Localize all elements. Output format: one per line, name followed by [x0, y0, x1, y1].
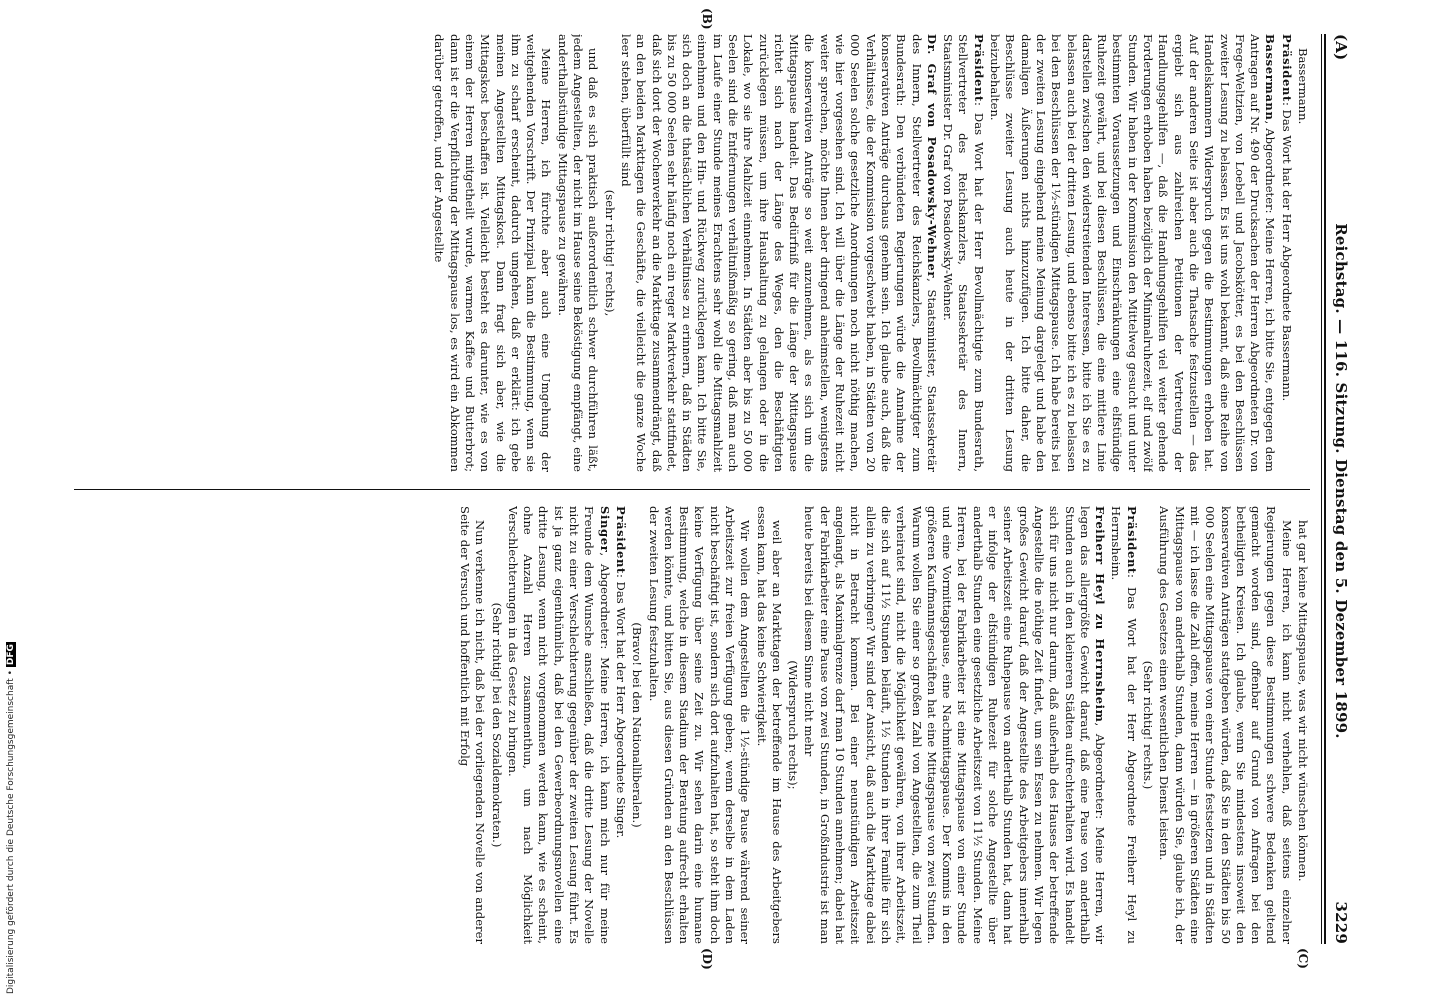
- left-column: [74, 34, 1310, 472]
- paragraph: Dr. Graf von Posadowsky-Wehner, Staatsminister, Staatssekretär des Innern, Stellvertreter des Reichskanzlers, Bevollmächtigter zum Bundesrath: Den verbündeten Regierungen würde die Annahme der konservativen Anträge durchaus genehm sein. Ich glaube auch, daß die Verhältnisse, die der Kommission vorgeschwebt haben, in Städten von 20 000 Seelen solche gesetzliche Anordnungen noch nicht nöthig machen, wie hier vorgesehen sind. Ich will über die Länge der Ruhezeit nicht weiter sprechen, möchte Ihnen aber dringend anheimstellen, wenigstens die konservativen Anträge so weit anzunehmen, als es sich um die Mittagspause handelt. Das Bedürfniß für die Länge der Mittagspause richtet sich nach der Länge des Weges, den die Beschäftigten zurücklegen müssen, um ihre Haushaltung zu gelangen oder in die Lokale, wo sie ihre Mahlzeit einnehmen. In Städten aber bis zu 50 000 Seelen sind die Entfernungen verhältnißmäßig so gering, daß man auch im Laufe einer Stunde meines Erachtens sehr wohl die Mittagsmahlzeit einnehmen und den Hin- und Rückweg zurücklegen kann. Ich bitte Sie, sich doch an die thatsächlichen Verhältnisse zu erinnern, daß in Städten bis zu 50 000 Seelen sehr häufig noch ein reger Marktverkehr stattfindet, daß sich dort der Wochenverkehr an die Markttage zusammendrängt, daß an den beiden Markttagen die Geschäfte, die vielleicht die ganze Woche leer stehen, überfüllt sind: [618, 34, 939, 472]
- paragraph: Meine Herren, ich fürchte aber auch eine Umgehung der weitgehenden Vorschrift. Der Prinzipal kann die Bestimmung, wenn sie ihm zu scharf erscheint, dadurch umgehen, daß er erklärt: ich gebe meinen Angestellten Mittagskost. Dann fragt sich aber, wie die Mittagskost beschaffen ist. Vielleicht besteht es darunter, wie es von einem der Herren mitgetheilt wurde, warmen Kaffee und Butterbrot; dann ist er die Verpflichtung der Mittagspause los, es wird ein Abkommen darüber getroffen, und der Angestellte: [432, 34, 554, 472]
- speaker-name: Dr. Graf von Posadowsky-Wehner: [924, 34, 939, 279]
- page-number: 3229: [1332, 901, 1350, 944]
- margin-marker-c: (C): [1296, 948, 1310, 969]
- speaker-name: Präsident: [1124, 506, 1139, 574]
- column-divider: [74, 489, 1310, 490]
- paragraph: Präsident: Das Wort hat der Herr Abgeordnete Freiherr Heyl zu Herrnsheim.: [1109, 506, 1139, 944]
- page-header: [1328, 34, 1354, 944]
- paragraph: Bassermann, Abgeordneter: Meine Herren, ich bitte Sie, entgegen dem Antragen auf Nr. 490 der Drucksachen der Herren Abgeordneten Dr. von Frege-Weltzien, von Loebell und Jacobskötter, es bei den Beschlüssen zweiter Lesung zu belassen. Es ist uns wohl bekannt, daß eine Reihe von Handelskammern Widerspruch gegen die Bestimmungen erhoben hat. Auf der anderen Seite ist aber auch die Thatsache festzustellen — das ergiebt sich aus zahlreichen Petitionen der Vertretung der Handlungsgehilfen —, daß die Handlungsgehilfen viel weiter gehende Forderungen erhoben haben bezüglich der Minimalruhezeit, elf und zwölf Stunden. Wir haben in der Kommission den Mittelweg gesucht und unter bestimmten Voraussetzungen und Einschränkungen eine elfstündige Ruhezeit gewährt, und bei diesen Beschlüssen, die eine mittlere Linie darstellen zwischen den widerstreitenden Interessen, bitte ich Sie es zu belassen auch bei der dritten Lesung, und ebenso bitte ich es zu belassen bei den Beschlüssen der 1½-stündigen Mittagspause. Ich habe bereits bei der zweiten Lesung eingehend meine Meinung dargelegt und habe den damaligen Äußerungen nichts hinzuzufügen. Ich bitte daher, die Beschlüsse zweiter Lesung auch heute in der dritten Lesung beizubehalten.: [988, 34, 1278, 472]
- speaker-name: Präsident: [613, 506, 628, 574]
- header-rule: [1324, 34, 1326, 944]
- paragraph: Bassermann.: [1296, 48, 1310, 125]
- paragraph: Meine Herren, ich kann nicht verhehlen, daß seitens einzelner Regierungen gegen diese Bestimmungen schwere Bedenken geltend gemacht worden sind, offenbar auf Grund von Anfragen bei den betheiligten Kreisen. Ich glaube, wenn Sie mindestens insoweit den konservativen Anträgen stattgeben würden, daß Sie in den Städten bis 50 000 Seelen eine Mittagspause von einer Stunde festsetzen und in Städten mit — ich lasse die Zahl offen, meine Herren — in größeren Städten eine Mittagspause von anderthalb Stunden, dann würden Sie, glaube ich, der Ausführung des Gesetzes einen wesentlichen Dienst leisten.: [1157, 506, 1294, 944]
- header-left-marker: (A): [1332, 34, 1350, 61]
- paragraph: (Sehr richtig! rechts.): [1141, 660, 1156, 790]
- newspaper-page: [68, 8, 1354, 970]
- paragraph: Nun verkenne ich nicht, daß bei der vorliegenden Novelle von anderer Seite der Versuch und hoffentlich mit Erfolg: [457, 506, 488, 944]
- margin-marker-d: (D): [700, 948, 714, 970]
- header-rule-thin: [1321, 34, 1322, 944]
- paragraph: (sehr richtig! rechts),: [602, 189, 617, 317]
- margin-marker-b: (B): [700, 8, 714, 30]
- paragraph: Singer, Abgeordneter: Meine Herren, ich kann mich nur für meine Freunde dem Wunsche anschließen, daß die dritte Lesung der Novelle nicht zu einer Verschlechterung gegenüber der zweiten Lesung führt. Es ist ja ganz eigenthümlich, daß bei den Gewerbeordnungsnovellen eine dritte Lesung, wenn nicht vorgenommen werden kann, wie es scheint, ohne Anzahl Herren zusammenthun, um nach Möglichkeit Verschlechterungen in das Gesetz zu bringen.: [505, 506, 612, 944]
- paragraph: Präsident: Das Wort hat der Herr Bevollmächtigte zum Bundesrath, Stellvertreter des Reichskanzlers, Staatssekretär des Innern, Staatsminister Dr. Graf von Posadowsky-Wehner.: [941, 34, 986, 472]
- speaker-name: Singer: [597, 506, 612, 553]
- paragraph: Wir wollen dem Angestellten die 1½-stündige Pause während seiner Arbeitszeit zur freien Verfügung geben; wenn derselbe in dem Laden nicht beschäftigt ist, sondern sich dort aufzuhalten hat, so steht ihm doch keine Verfügung über seine Zeit zu. Wir sehen darin eine humane Bestimmung, welche in diesem Stadium der Beratung aufrecht erhalten werden könnte, und bitten Sie, aus diesen Gründen an den Beschlüssen der zweiten Lesung festzuhalten.: [646, 506, 753, 944]
- paragraph: (Widerspruch rechts);: [786, 660, 801, 790]
- speaker-name: Präsident: [971, 34, 986, 102]
- paragraph: und daß es sich praktisch außerordentlich schwer durchführen läßt, jedem Angestellten, der nicht im Hause seine Beköstigung empfängt, eine anderthalbstündige Mittagspause zu gewähren.: [555, 34, 601, 472]
- paragraph: (Sehr richtig! bei den Sozialdemokraten.): [489, 602, 504, 848]
- speaker-name: Bassermann: [1263, 34, 1278, 121]
- dfg-logo: DFG: [6, 644, 16, 666]
- paragraph: hat gar keine Mittagspause, was wir nicht wünschen können.: [1296, 520, 1310, 882]
- speaker-name: Präsident: [1279, 34, 1294, 102]
- paragraph: Präsident: Das Wort hat der Herr Abgeordnete Bassermann.: [1279, 34, 1294, 402]
- paragraph: Freiherr Heyl zu Herrnsheim, Abgeordneter: Meine Herren, wir legen das allergrößte Gewicht darauf, daß eine Pause von anderthalb Stunden auch in den kleineren Städten aufrechterhalten wird. Es handelt sich für uns nicht nur darum, daß außerhalb des Hauses der betreffende Angestellte die nöthige Zeit findet, um sein Essen zu nehmen. Wir legen großes Gewicht darauf, daß der Angestellte des Arbeitgebers innerhalb seiner Arbeitszeit eine Ruhepause von anderthalb Stunden hat, dann hat er infolge der elfstündigen Ruhezeit für solche Angestellte über anderthalb Stunden eine gesetzliche Arbeitszeit von 11½ Stunden. Meine Herren, bei der Fabrikarbeiter ist eine Mittagspause von einer Stunde und eine Vormittagspause, eine Nachmittagspause. Der Kommis in den größeren Kaufmannsgeschäften hat eine Mittagspause von zwei Stunden. Warum wollen Sie einer so großen Zahl von Angestellten, die zum Theil verheiratet sind, nicht die Möglichkeit gewähren, von ihrer Arbeitszeit, die sich auf 11½ Stunden beläuft, 1½ Stunden in ihrer Familie für sich allein zu verbringen? Wir sind der Ansicht, daß auch die Markttage dabei nicht in Betracht kommen. Bei einer neunstündigen Arbeitszeit angelangt, als Maximalgrenze darf man 10 Stunden annehmen; dabei hat der Fabrikarbeiter eine Pause von zwei Stunden, in Großindustrie ist man heute bereits bei diesem Sinne nicht mehr: [802, 506, 1108, 944]
- speaker-name: Freiherr Heyl zu Herrnsheim: [1093, 506, 1108, 723]
- credit-text: Digitalisierung gefördert durch die Deutsche Forschungsgemeinschaft •: [6, 670, 16, 994]
- paragraph: weil aber an Markttagen der betreffende im Hause des Arbeitgebers essen kann, hat das keine Schwierigkeit.: [754, 506, 784, 944]
- digitization-credit: [6, 642, 16, 994]
- right-column: [74, 506, 1310, 944]
- paragraph: (Bravo! bei den Nationalliberalen.): [630, 622, 645, 828]
- paragraph: Präsident: Das Wort hat der Herr Abgeordnete Singer.: [613, 506, 628, 839]
- page-title: Reichstag. — 116. Sitzung. Dienstag den 5. Dezember 1899.: [1332, 223, 1350, 739]
